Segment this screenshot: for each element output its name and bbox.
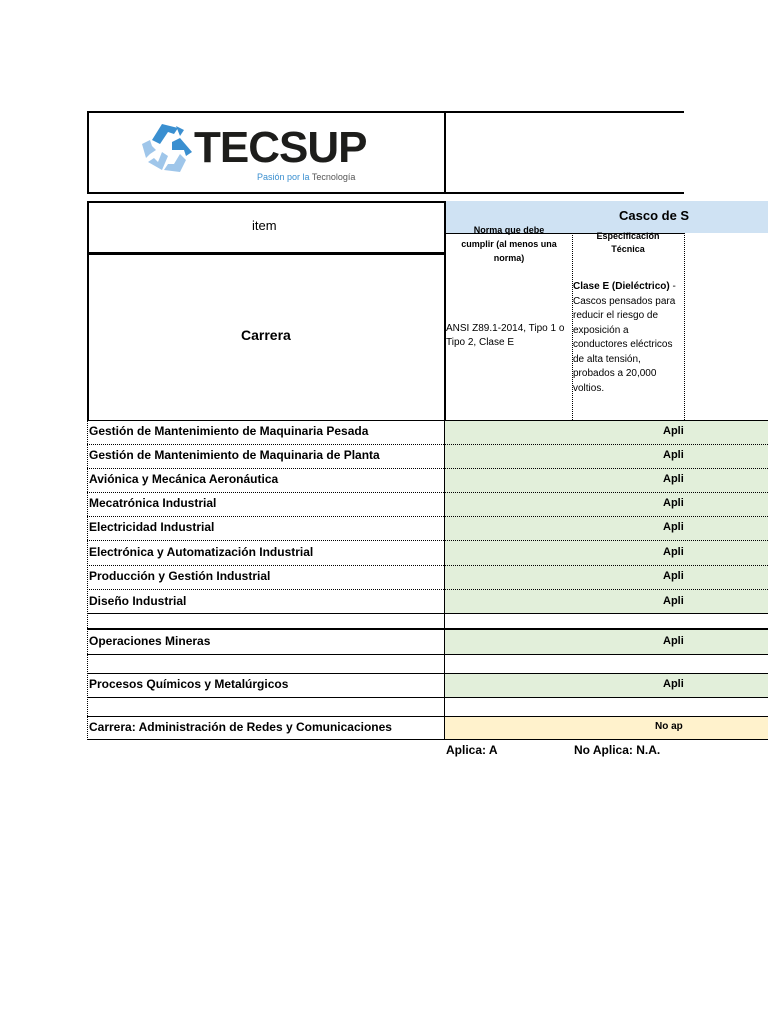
aplica-value: Apli: [663, 678, 684, 690]
career-row-label: Electrónica y Automatización Industrial: [89, 545, 314, 559]
career-row-label: Operaciones Mineras: [89, 634, 211, 648]
aplica-band-3: [445, 674, 768, 697]
no-aplica-band: [445, 717, 768, 739]
col-spec-header: Especificación Técnica: [596, 231, 660, 254]
aplica-band-1: [445, 421, 768, 614]
aplica-value: Apli: [663, 449, 684, 461]
item-header: item: [252, 218, 277, 233]
career-row-label: Electricidad Industrial: [89, 520, 215, 534]
aplica-value: Apli: [663, 425, 684, 437]
aplica-band-2: [445, 630, 768, 654]
brand-tagline: Pasión por la Tecnología: [257, 172, 356, 182]
career-row-label: Diseño Industrial: [89, 594, 187, 608]
aplica-value: Apli: [663, 473, 684, 485]
aplica-value: Apli: [663, 521, 684, 533]
career-row-label: Gestión de Mantenimiento de Maquinaria de Planta: [89, 448, 380, 462]
aplica-value: Apli: [663, 595, 684, 607]
career-row-label: Aviónica y Mecánica Aeronáutica: [89, 472, 279, 486]
aplica-value: Apli: [663, 546, 684, 558]
aplica-value: Apli: [663, 570, 684, 582]
spec-cell: Clase E (Dieléctrico) - Cascos pensados para reducir el riesgo de exposición a conductores eléctricos de alta tensión, probados a 20,000 voltios.: [573, 281, 676, 394]
brand-name: TECSUP: [194, 123, 367, 172]
legend-no-aplica: No Aplica: N.A.: [574, 743, 661, 757]
tecsup-logo: [140, 122, 367, 186]
career-row-label: Gestión de Mantenimiento de Maquinaria Pesada: [89, 424, 369, 438]
career-row-label: Producción y Gestión Industrial: [89, 569, 271, 583]
career-row-label: Procesos Químicos y Metalúrgicos: [89, 677, 289, 691]
carrera-label: Carrera: [241, 327, 291, 343]
aplica-value: Apli: [663, 635, 684, 647]
norma-cell: ANSI Z89.1-2014, Tipo 1 o Tipo 2, Clase E: [446, 323, 565, 348]
group-title: Casco de S: [619, 208, 690, 223]
no-aplica-value: No ap: [655, 721, 683, 732]
col-norma-header: Norma que debe cumplir (al menos una norma): [461, 225, 557, 263]
career-row-label: Carrera: Administración de Redes y Comunicaciones: [89, 720, 392, 734]
recycle-arrows-icon: [140, 122, 194, 176]
career-row-label: Mecatrónica Industrial: [89, 496, 217, 510]
legend-aplica: Aplica: A: [446, 743, 498, 757]
aplica-value: Apli: [663, 497, 684, 509]
